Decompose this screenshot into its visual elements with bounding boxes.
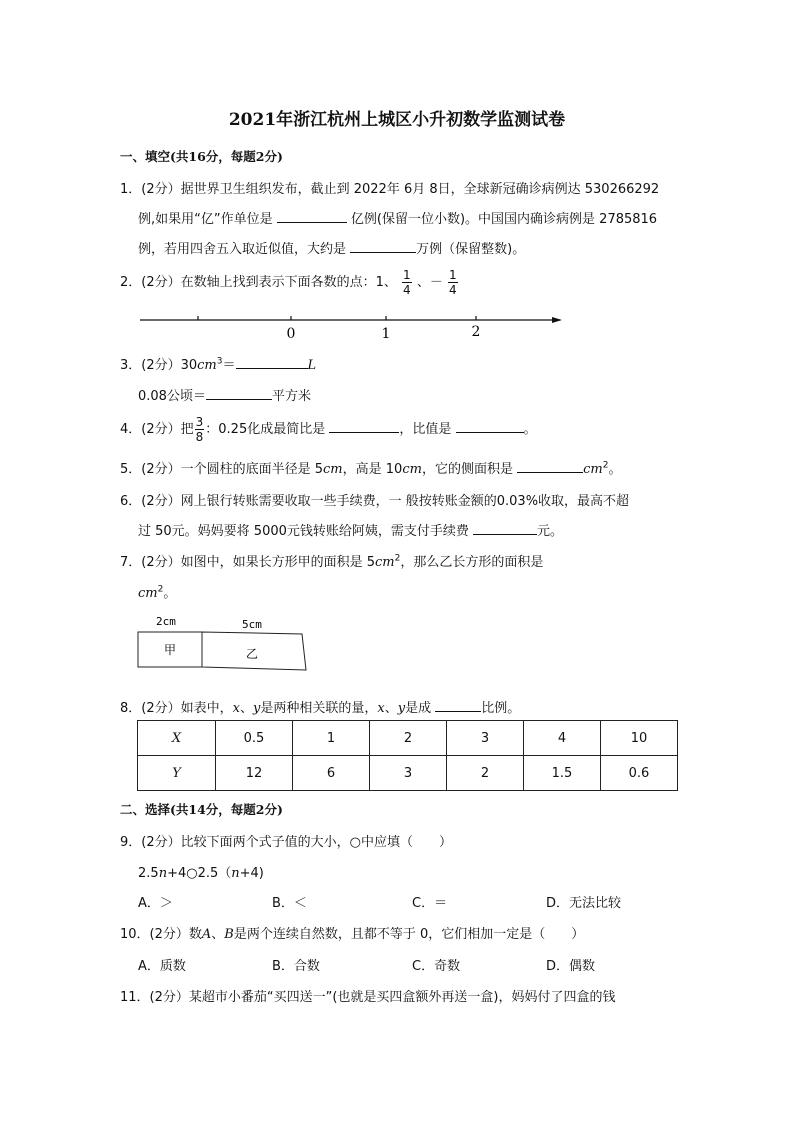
q3-answer-blank-1[interactable] <box>236 354 308 369</box>
fraction-three-eighths: $\frac{3}{8}$ <box>195 415 204 444</box>
q9-option-d[interactable]: D．无法比较 <box>546 896 622 911</box>
label-jia: 甲 <box>164 643 177 657</box>
q7-line1: 7．(2分）如图中，如果长方形甲的面积是 $5cm^2$，那么乙长方形的面积是 <box>120 553 544 570</box>
table-header-y: Y <box>138 756 216 791</box>
q1-answer-blank-1[interactable] <box>277 208 347 223</box>
number-line <box>138 305 578 345</box>
table-cell: 10 <box>601 721 678 756</box>
q2-line: 2．(2分）在数轴上找到表示下面各数的点：1、 $\frac{1}{4}$ 、－ $\frac{1}{4}$ <box>120 268 457 297</box>
exam-title: 2021年浙江杭州上城区小升初数学监测试卷 <box>228 110 566 130</box>
q11-line: 11．(2分）某超市小番茄“买四送一”(也就是买四盒额外再送一盒)，妈妈付了四盒的钱 <box>120 990 616 1005</box>
q10-option-b[interactable]: B．合数 <box>272 959 320 974</box>
q6-line2: 过 50元。妈妈要将 5000元钱转账给阿姨，需支付手续费 元。 <box>138 520 563 539</box>
q3-answer-blank-2[interactable] <box>206 385 272 400</box>
q4-line: 4．(2分）把 $\frac{3}{8}$ ：0.25化成最简比是 ，比值是 。 <box>120 415 537 444</box>
table-cell: 3 <box>370 756 447 791</box>
q9-option-a[interactable]: A．＞ <box>138 896 173 911</box>
q10-option-d[interactable]: D．偶数 <box>546 959 596 974</box>
table-cell: 1.5 <box>524 756 601 791</box>
number-line-label-1: 1 <box>381 326 391 342</box>
xy-table <box>137 720 678 791</box>
section-fill-in: 一、填空(共16分，每题2分) <box>120 149 283 164</box>
section-multiple-choice: 二、选择(共14分，每题2分) <box>120 802 283 817</box>
number-line-arrow-icon <box>552 317 562 323</box>
table-cell: 2 <box>447 756 524 791</box>
table-cell: 2 <box>370 721 447 756</box>
q10-line: 10．(2分）数A、B是两个连续自然数，且都不等于 0，它们相加一定是（ ） <box>120 927 585 942</box>
label-5cm: 5cm <box>242 618 262 631</box>
table-row-y <box>138 756 678 791</box>
fraction-one-quarter: $\frac{1}{4}$ <box>403 268 411 297</box>
table-row-x <box>138 721 678 756</box>
q1-line3: 例，若用四舍五入取近似值，大约是 万例（保留整数)。 <box>138 238 525 257</box>
table-cell: 3 <box>447 721 524 756</box>
table-cell: 4 <box>524 721 601 756</box>
label-2cm: 2cm <box>156 615 176 628</box>
rectangle-figure <box>136 612 316 678</box>
q5-line: 5．(2分）一个圆柱的底面半径是 5cm，高是 10cm，它的侧面积是 $cm^2$。 <box>120 458 621 477</box>
q1-line1: 1．(2分）据世界卫生组织发布，截止到 2022年 6月 8日，全球新冠确诊病例达 530266292 <box>120 182 660 197</box>
q1-line2: 例,如果用“亿”作单位是 亿例(保留一位小数)。中国国内确诊病例是 2785816 <box>138 208 657 227</box>
table-cell: 1 <box>293 721 370 756</box>
table-header-x: X <box>138 721 216 756</box>
q7-line2: $cm^2$。 <box>138 584 177 601</box>
q4-answer-blank-1[interactable] <box>329 418 399 433</box>
number-line-label-2: 2 <box>471 324 481 340</box>
q10-option-c[interactable]: C．奇数 <box>412 959 461 974</box>
q6-line1: 6．(2分）网上银行转账需要收取一些手续费，一 般按转账金额的0.03%收取，最高不超 <box>120 494 630 509</box>
q8-line: 8．(2分）如表中，x、y是两种相关联的量，x、y是成 比例。 <box>120 697 520 716</box>
q9-option-c[interactable]: C．＝ <box>412 896 448 911</box>
table-cell: 0.6 <box>601 756 678 791</box>
q3-line2: 0.08公顷＝ 平方米 <box>138 385 311 404</box>
q9-option-b[interactable]: B．＜ <box>272 896 307 911</box>
table-cell: 6 <box>293 756 370 791</box>
q9-line1: 9．(2分）比较下面两个式子值的大小，○中应填（ ） <box>120 835 452 850</box>
label-yi: 乙 <box>246 647 259 661</box>
table-cell: 12 <box>216 756 293 791</box>
q8-answer-blank[interactable] <box>435 697 481 712</box>
fraction-negative-one-quarter: $\frac{1}{4}$ <box>448 268 457 297</box>
q4-answer-blank-2[interactable] <box>456 418 524 433</box>
table-cell: 0.5 <box>216 721 293 756</box>
q5-answer-blank[interactable] <box>517 458 583 473</box>
q10-option-a[interactable]: A．质数 <box>138 959 186 974</box>
q6-answer-blank[interactable] <box>473 520 537 535</box>
q3-line1: 3．(2分）$30cm^3= L$ <box>120 354 316 373</box>
number-line-label-0: 0 <box>286 326 296 342</box>
q9-line2: 2.5n+4○2.5（n+4) <box>138 866 264 881</box>
q1-answer-blank-2[interactable] <box>350 238 416 253</box>
